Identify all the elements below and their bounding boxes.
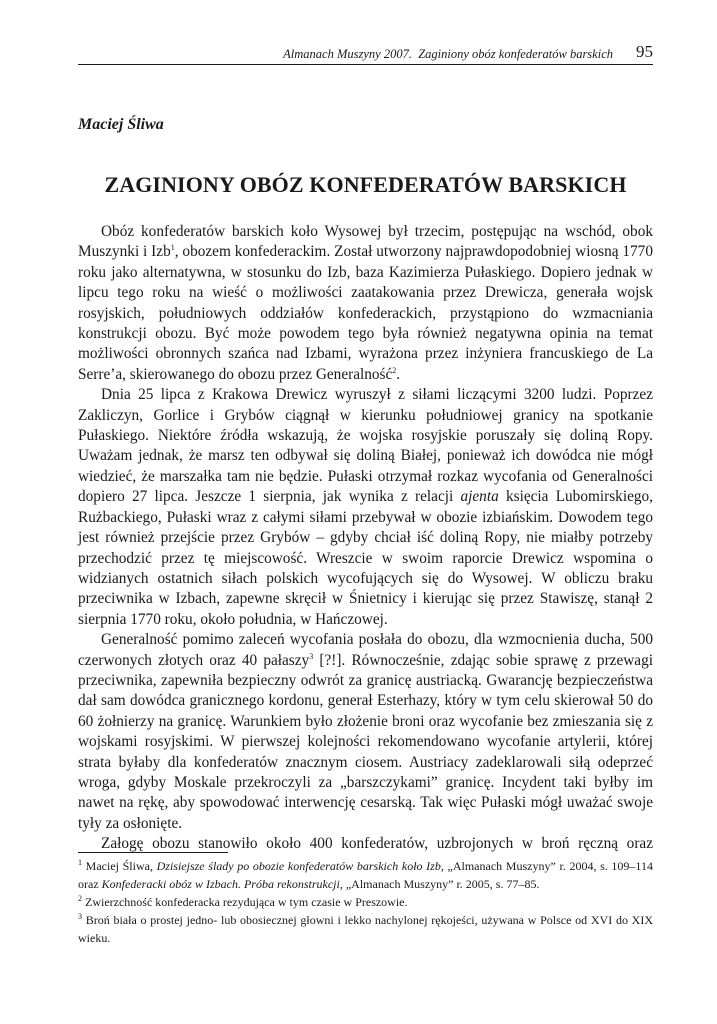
header-rule xyxy=(78,64,653,65)
paragraph-3 xyxy=(78,630,653,834)
footnote-3-number: 3 xyxy=(78,912,82,921)
footnote-1-title-2: Konfederacki obóz w Izbach. Próba rekonstrukcji xyxy=(101,877,340,891)
footnote-2 xyxy=(78,893,653,911)
footnote-1-title-1: Dzisiejsze ślady po obozie konfederatów barskich koło Izb xyxy=(156,859,441,873)
paragraph-1-text-a: Obóz konfederatów barskich koło Wysowej był trzecim, postępując na wschód, obok Muszynki i Izb xyxy=(78,223,653,261)
footnote-ref-2: 2 xyxy=(392,365,397,375)
paragraph-3-text-b: [?!]. Równocześnie, zdając sobie sprawę z przewagi przeciwnika, zapewniła bezpieczny odwrót za granicę austriacką. Gwarancję bezpieczeństwa dał sam dowódca granicznego kordonu, generał Esterhazy, który w tym celu skierował 50 do 60 żołnierzy na granicę. Warunkiem było złożenie broni oraz wycofanie bez zmieszania się z wojskami rosyjskimi. W pierwszej kolejności rekomendowano wycofanie artylerii, której strata byłaby dla konfederatów znacznym ciosem. Austriacy zadeklarowali siłą odeprzeć wroga, gdyby Moskale przekroczyli za „barszczykami” granicę. Incydent taki byłby im nawet na rękę, aby spowodować interwencję cesarską. Tak więc Pułaski mógł uważać swoje tyły za osłonięte. xyxy=(78,651,653,832)
footnote-1-text-c: , „Almanach Muszyny” r. 2005, s. 77–85. xyxy=(339,877,540,891)
paragraph-1 xyxy=(78,222,653,385)
footnote-3-text: Broń biała o prostej jedno- lub obosiecznej głowni i lekko nachylonej rękojeści, używana w Polsce od XVI do XIX wieku. xyxy=(78,913,653,945)
footnote-ref-3: 3 xyxy=(309,651,314,661)
running-head xyxy=(283,47,613,62)
paragraph-2-text-b: księcia Lubomirskiego, Rużbackiego, Pułaski wraz z całymi siłami przebywał w obozie izbiańskim. Dowodem tego jest również przejście przez Grybów – gdyby chciał iść doliną Ropy, nie miałby potrzeby przechodzić przez tę miejscowość. Wreszcie w swoim raporcie Drewicz wspomina o widzianych ostatnich siłach polskich wycofujących się do Wysowej. W obliczu braku przeciwnika w Izbach, zapewne skręcił w Śnietnicy i kierując się przez Stawiszę, stanął 2 sierpnia 1770 roku, około południa, w Hańczowej. xyxy=(78,488,653,628)
footnote-rule xyxy=(78,852,228,853)
running-head-journal: Almanach Muszyny 2007. xyxy=(283,47,412,61)
footnotes xyxy=(78,857,653,947)
paragraph-2-text-a: Dnia 25 lipca z Krakowa Drewicz wyruszył z siłami liczącymi 3200 ludzi. Poprzez Zakliczyn, Gorlice i Grybów ciągnął w kierunku południowej granicy na spotkanie Pułaskiego. Niektóre źródła wskazują, że wojska rosyjskie poruszały się doliną Ropy. Uważam jednak, że marsz ten odbywał się doliną Białej, ponieważ ich dowódca nie mógł wiedzieć, że marszałka tam nie będzie. Pułaski otrzymał rozkaz wycofania od Generalności dopiero 27 lipca. Jeszcze 1 sierpnia, jak wynika z relacji xyxy=(78,386,653,506)
article-body xyxy=(78,222,653,855)
footnote-3 xyxy=(78,911,653,947)
footnote-2-text: Zwierzchność konfederacka rezydująca w tym czasie w Preszowie. xyxy=(82,895,408,909)
paragraph-1-text-c: . xyxy=(396,365,401,383)
author-name: Maciej Śliwa xyxy=(78,116,164,133)
paragraph-1-text-b: , obozem konfederackim. Został utworzony najprawdopodobniej wiosną 1770 roku jako alternatywna, w stosunku do Izb, baza Kazimierza Pułaskiego. Dopiero jednak w lipcu tego roku na wieść o możliwości zaatakowania przez Drewicza, generała wojsk rosyjskich, południowych oddziałów konfederackich, przystąpiono do wzmacniania konstrukcji obozu. Być może powodem tego była również negatywna opinia na temat możliwości obronnych szańca nad Izbami, wyrażona przez inżyniera francuskiego de La Serre’a, skierowanego do obozu przez Generalność xyxy=(78,243,653,383)
footnote-ref-1: 1 xyxy=(170,243,175,253)
footnote-1 xyxy=(78,857,653,893)
paragraph-3-text-a: Generalność pomimo zaleceń wycofania posłała do obozu, dla wzmocnienia ducha, 500 czerwonych złotych oraz 40 pałaszy xyxy=(78,631,653,669)
paragraph-2 xyxy=(78,385,653,630)
footnote-1-text-a: Maciej Śliwa, xyxy=(82,859,157,873)
article-title: ZAGINIONY OBÓZ KONFEDERATÓW BARSKICH xyxy=(104,172,627,197)
footnote-1-text-b: , „Almanach Muszyny” r. 2004, s. 109–114 oraz xyxy=(78,859,653,891)
paragraph-4: Załogę obozu stanowiło około 400 konfederatów, uzbrojonych w broń ręczną oraz xyxy=(101,835,653,853)
running-head-article: Zaginiony obóz konfederatów barskich xyxy=(418,47,613,61)
page-number: 95 xyxy=(636,42,653,61)
footnote-1-number: 1 xyxy=(78,858,82,867)
paragraph-2-italic: ajenta xyxy=(460,488,499,506)
footnote-2-number: 2 xyxy=(78,894,82,903)
